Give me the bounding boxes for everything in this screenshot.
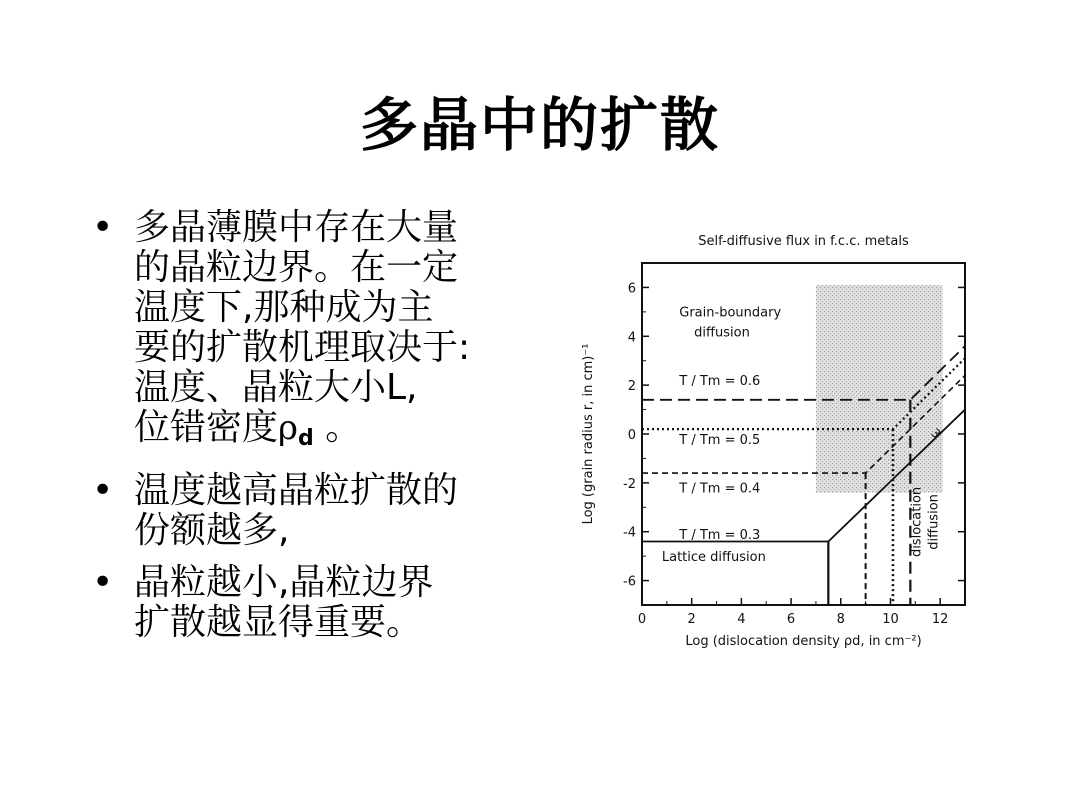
region-label: diffusion [926, 494, 942, 550]
y-tick-label: 0 [627, 428, 636, 443]
chart-title: Self-diffusive flux in f.c.c. metals [698, 234, 909, 249]
x-axis-label: Log (dislocation density ρd, in cm⁻²) [685, 634, 922, 649]
slide-title: 多晶中的扩散 [359, 91, 720, 159]
series-label: T / Tm = 0.5 [679, 432, 761, 448]
bullet-line: 温度、晶粒大小L, [134, 367, 418, 408]
y-tick-label: -4 [623, 525, 636, 541]
bullet-line: 份额越多, [134, 510, 290, 551]
bullet-line: 晶粒越小,晶粒边界 [134, 562, 434, 603]
bullet-line-rho [134, 408, 562, 459]
y-tick-label: -2 [623, 476, 636, 492]
bullet-item [92, 208, 562, 459]
bullet-line: 的晶粒边界。在一定 [134, 247, 459, 288]
x-tick-label: 6 [786, 612, 796, 627]
y-tick-label: 2 [627, 379, 636, 395]
bullet-line: 扩散越显得重要。 [134, 602, 423, 643]
bullet-dot: • [92, 207, 114, 248]
shaded-region [816, 285, 943, 493]
y-tick-label: 6 [627, 281, 636, 297]
y-tick-label: 4 [627, 330, 636, 346]
x-tick-label: 8 [836, 612, 845, 627]
region-label: Grain-boundary [679, 305, 782, 321]
bullet-list [92, 208, 562, 655]
y-tick-label: -6 [623, 574, 636, 590]
series-label: T / Tm = 0.4 [679, 481, 761, 497]
x-tick-label: 12 [931, 612, 949, 627]
x-tick-label: 2 [687, 612, 696, 627]
bullet-line: 温度越高晶粒扩散的 [134, 470, 459, 511]
x-tick-label: 0 [637, 612, 647, 627]
chart-annotation: 3 [928, 425, 944, 442]
bullet-line: 温度下,那种成为主 [134, 287, 434, 328]
text: 位错密度 [134, 407, 279, 448]
region-label: diffusion [694, 325, 750, 341]
bullet-line: 要的扩散机理取决于: [134, 327, 471, 368]
bullet-dot: • [92, 562, 114, 603]
bullet-item [92, 563, 562, 643]
series-label: T / Tm = 0.6 [679, 374, 761, 390]
y-axis-label: Log (grain radius r, in cm)⁻¹ [581, 343, 596, 525]
rho-subscript: d [298, 426, 314, 451]
bullet-dot: • [92, 470, 114, 511]
bullet-line: 多晶薄膜中存在大量 [134, 207, 459, 248]
diffusion-chart [560, 215, 980, 685]
rho-symbol: ρ [278, 408, 299, 448]
bullet-item [92, 471, 562, 551]
series-label: T / Tm = 0.3 [679, 528, 761, 544]
x-tick-label: 10 [882, 612, 899, 627]
text: 。 [313, 407, 362, 448]
region-label: dislocation [909, 486, 925, 558]
x-tick-label: 4 [737, 612, 746, 627]
region-label: Lattice diffusion [661, 550, 766, 566]
